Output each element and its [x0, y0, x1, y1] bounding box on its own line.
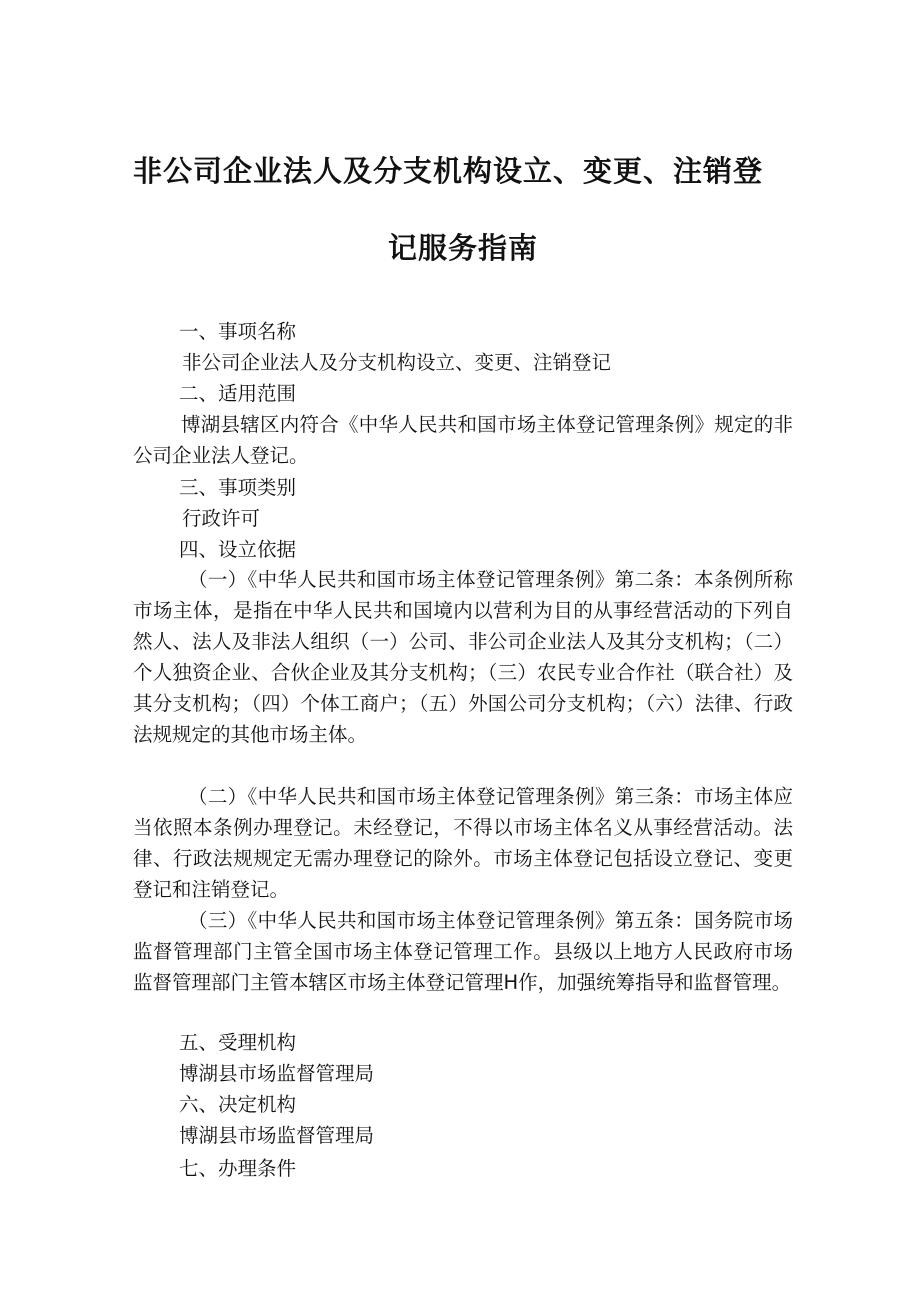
- section-6-content: 博湖县市场监督管理局: [179, 1124, 375, 1147]
- section-1-content: 非公司企业法人及分支机构设立、变更、注销登记: [182, 351, 612, 374]
- section-5-content: 博湖县市场监督管理局: [179, 1062, 375, 1085]
- section-2-content: 博湖县辖区内符合《中华人民共和国市场主体登记管理条例》规定的非公司企业法人登记。: [133, 413, 793, 467]
- section-3-heading: 三、事项类别: [179, 476, 297, 499]
- section-1-heading: 一、事项名称: [179, 320, 297, 343]
- document-title-line-1: 非公司企业法人及分支机构设立、变更、注销登: [133, 154, 764, 188]
- basis-item-1: （一）《中华人民共和国市场主体登记管理条例》第二条：本条例所称市场主体，是指在中华人民共和国境内以营利为目的从事经营活动的下列自然人、法人及非法人组织（一）公司、非公司企业法人及其分支机构；（二）个人独资企业、合伙企业及其分支机构；（三）农民专业合作社（联合社）及其分支机构；（四）个体工商户；（五）外国公司分支机构；（六）法律、行政法规规定的其他市场主体。: [133, 568, 793, 746]
- document-title-line-2: 记服务指南: [388, 231, 539, 265]
- section-4-heading: 四、设立依据: [179, 538, 297, 561]
- basis-item-2: （二）《中华人民共和国市场主体登记管理条例》第三条：市场主体应当依照本条例办理登记。未经登记，不得以市场主体名义从事经营活动。法律、行政法规规定无需办理登记的除外。市场主体登记包括设立登记、变更登记和注销登记。: [133, 785, 793, 901]
- section-5-heading: 五、受理机构: [179, 1031, 297, 1054]
- section-6-heading: 六、决定机构: [179, 1093, 297, 1116]
- section-7-heading: 七、办理条件: [179, 1157, 297, 1180]
- basis-item-3: （三）《中华人民共和国市场主体登记管理条例》第五条：国务院市场监督管理部门主管全国市场主体登记管理工作。县级以上地方人民政府市场监督管理部门主管本辖区市场主体登记管理Η作，加强统筹指导和监督管理。: [133, 909, 793, 994]
- section-2-heading: 二、适用范围: [179, 382, 297, 405]
- section-3-content: 行政许可: [182, 507, 261, 530]
